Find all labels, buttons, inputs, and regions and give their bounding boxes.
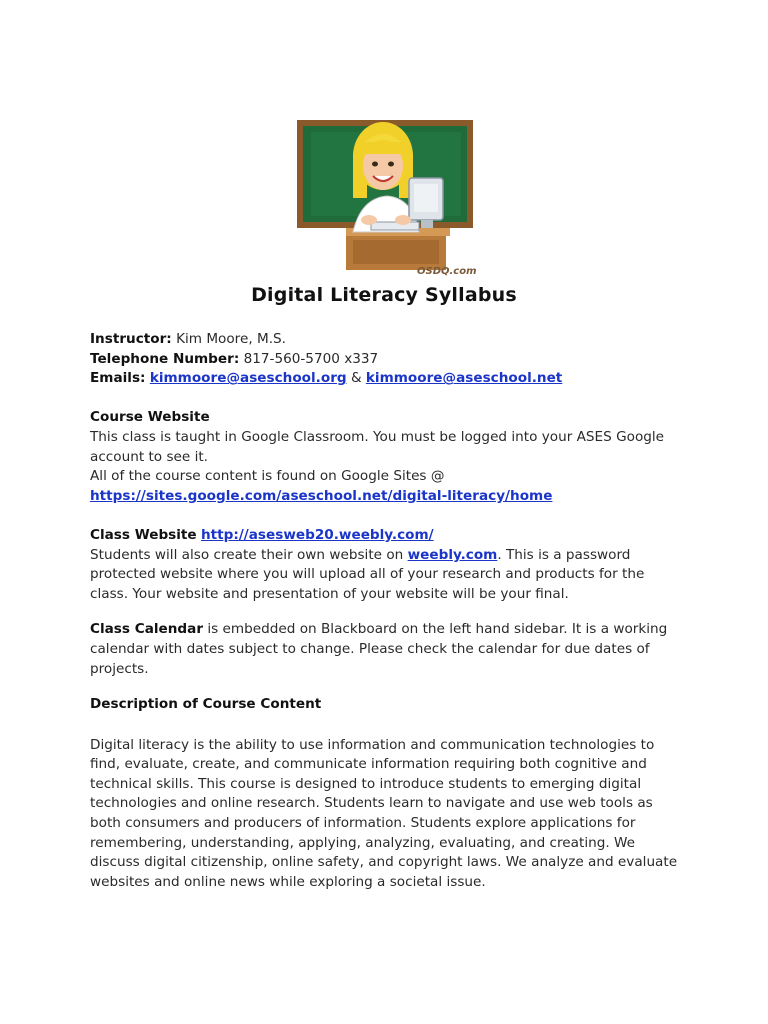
class-website-text-before: Students will also create their own website on (90, 546, 408, 563)
instructor-line (90, 330, 680, 350)
course-website-heading: Course Website (90, 409, 210, 426)
class-calendar-paragraph (90, 620, 680, 679)
emails-line (90, 369, 680, 389)
description-heading: Description of Course Content (90, 696, 322, 713)
class-website-heading-line (90, 526, 680, 546)
email-separator: & (346, 370, 366, 387)
telephone-line (90, 350, 680, 370)
telephone-label: Telephone Number: (90, 350, 240, 367)
class-website-text-after: . This is a password protected website where you will upload all of your research and products for the class. Your website and presentation of your website will be your final. (90, 546, 645, 602)
class-website-text (90, 546, 680, 605)
course-website-heading-line (90, 408, 680, 428)
class-website-heading: Class Website (90, 526, 197, 543)
description-heading-line (90, 695, 680, 715)
clipart-watermark: OSDQ.com (417, 266, 477, 277)
course-website-text-1: This class is taught in Google Classroom. You must be logged into your ASES Google account to see it. (90, 428, 665, 465)
google-sites-link[interactable]: https://sites.google.com/aseschool.net/digital-literacy/home (90, 487, 553, 504)
email-link-org[interactable]: kimmoore@aseschool.org (149, 370, 347, 387)
class-calendar-text: is embedded on Blackboard on the left hand sidebar. It is a working calendar with dates subject to change. Please check the calendar for due dates of projects. (90, 621, 668, 677)
instructor-label: Instructor: (90, 331, 172, 347)
teacher-clipart-image (291, 114, 481, 284)
course-website-text-2: All of the course content is found on Google Sites @ (90, 468, 445, 485)
course-website-url-line (90, 487, 680, 507)
class-calendar-heading: Class Calendar (90, 621, 204, 638)
page-title: Digital Literacy Syllabus (251, 284, 517, 306)
syllabus-body (90, 330, 680, 892)
emails-label: Emails: (90, 370, 146, 387)
telephone-value: 817-560-5700 x337 (239, 350, 379, 367)
instructor-value: Kim Moore, M.S. (171, 331, 286, 347)
class-website-link[interactable]: http://asesweb20.weebly.com/ (200, 526, 434, 543)
email-link-net[interactable]: kimmoore@aseschool.net (365, 370, 563, 387)
description-body: Digital literacy is the ability to use information and communication technologies to find, evaluate, create, and communicate information requiring both cognitive and technical skills. This course is designed to introduce students to emerging digital technologies and online research. Students learn to navigate and use web tools as both consumers and producers of information. Students explore applications for remembering, understanding, applying, analyzing, evaluating, and creating. We discuss digital citizenship, online safety, and copyright laws. We analyze and evaluate websites and online news while exploring a societal issue. (90, 736, 678, 890)
weebly-link[interactable]: weebly.com (407, 546, 498, 563)
